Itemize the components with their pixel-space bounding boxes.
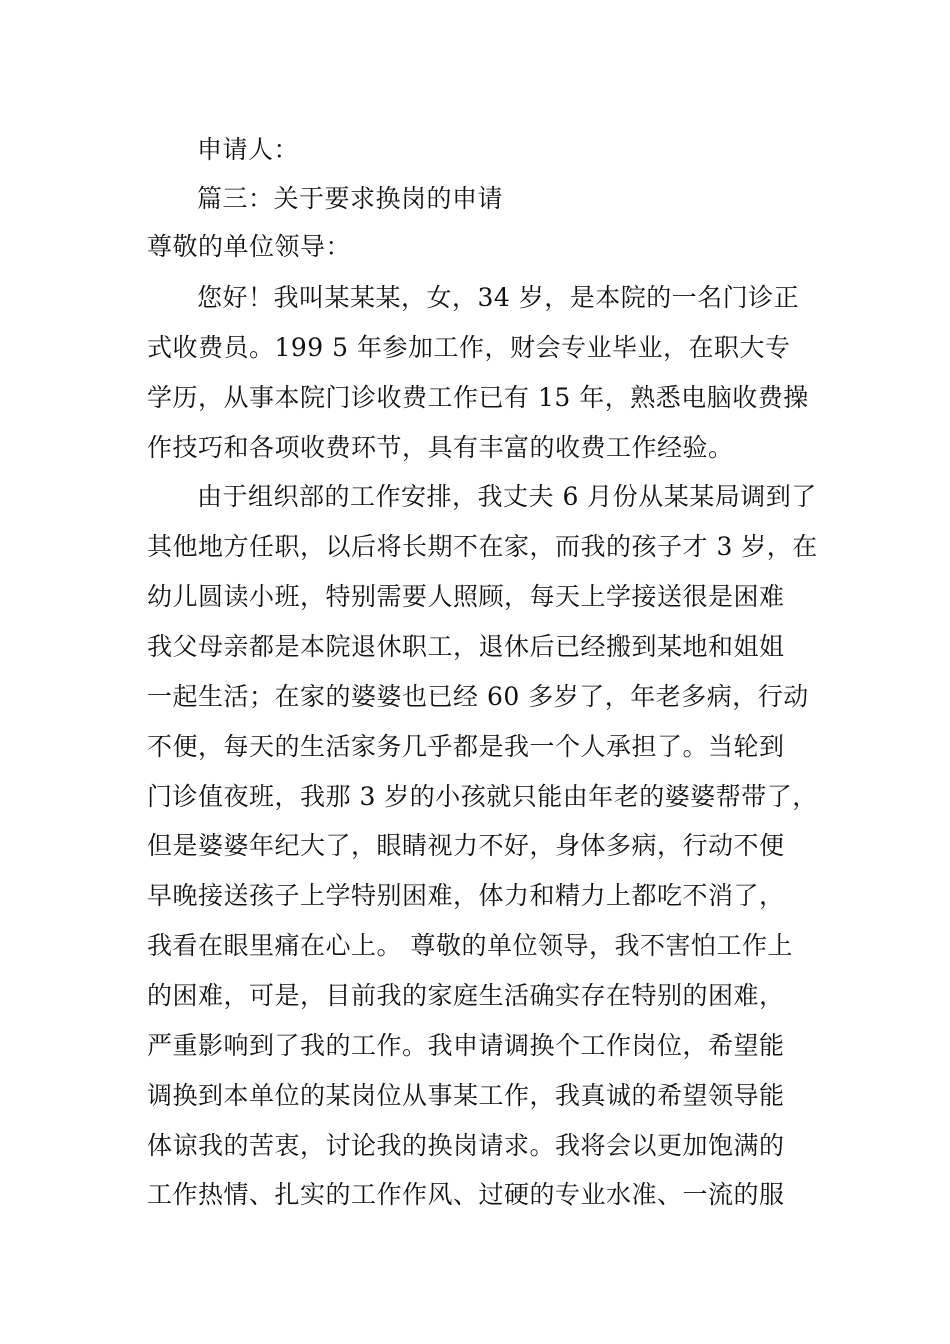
paragraph-line: 工作热情、扎实的工作作风、过硬的专业水准、一流的服 xyxy=(147,1180,785,1209)
paragraph-line: 其他地方任职，以后将长期不在家，而我的孩子才 3 岁，在 xyxy=(147,532,818,561)
paragraph-line: 我看在眼里痛在心上。 尊敬的单位领导，我不害怕工作上 xyxy=(147,931,793,960)
section-heading: 篇三：关于要求换岗的申请 xyxy=(197,184,504,213)
paragraph-line: 的困难，可是，目前我的家庭生活确实存在特别的困难， xyxy=(147,981,785,1010)
paragraph-line: 式收费员。199 5 年参加工作，财会专业毕业，在职大专 xyxy=(147,333,791,362)
paragraph-line: 调换到本单位的某岗位从事某工作，我真诚的希望领导能 xyxy=(147,1081,785,1110)
paragraph-line: 严重影响到了我的工作。我申请调换个工作岗位，希望能 xyxy=(147,1031,785,1060)
paragraph-line: 体谅我的苦衷，讨论我的换岗请求。我将会以更加饱满的 xyxy=(147,1131,785,1160)
paragraph-line: 作技巧和各项收费环节，具有丰富的收费工作经验。 xyxy=(147,433,734,462)
paragraph-line: 我父母亲都是本院退休职工，退休后已经搬到某地和姐姐 xyxy=(147,632,785,661)
paragraph-line: 但是婆婆年纪大了，眼睛视力不好，身体多病，行动不便 xyxy=(147,831,785,860)
paragraph-line: 不便，每天的生活家务几乎都是我一个人承担了。当轮到 xyxy=(147,732,785,761)
paragraph-line: 一起生活；在家的婆婆也已经 60 多岁了，年老多病，行动 xyxy=(147,682,809,711)
salutation: 尊敬的单位领导： xyxy=(147,232,352,261)
paragraph-line: 您好！我叫某某某，女，34 岁，是本院的一名门诊正 xyxy=(197,283,800,312)
paragraph-line: 学历，从事本院门诊收费工作已有 15 年，熟悉电脑收费操 xyxy=(147,383,809,412)
paragraph-line: 门诊值夜班，我那 3 岁的小孩就只能由年老的婆婆帮带了， xyxy=(147,782,818,811)
paragraph-line: 幼儿圆读小班，特别需要人照顾，每天上学接送很是困难 xyxy=(147,582,785,611)
paragraph-line: 由于组织部的工作安排，我丈夫 6 月份从某某局调到了 xyxy=(197,482,817,511)
paragraph-line: 早晚接送孩子上学特别困难，体力和精力上都吃不消了， xyxy=(147,881,785,910)
applicant-label: 申请人： xyxy=(197,135,300,164)
